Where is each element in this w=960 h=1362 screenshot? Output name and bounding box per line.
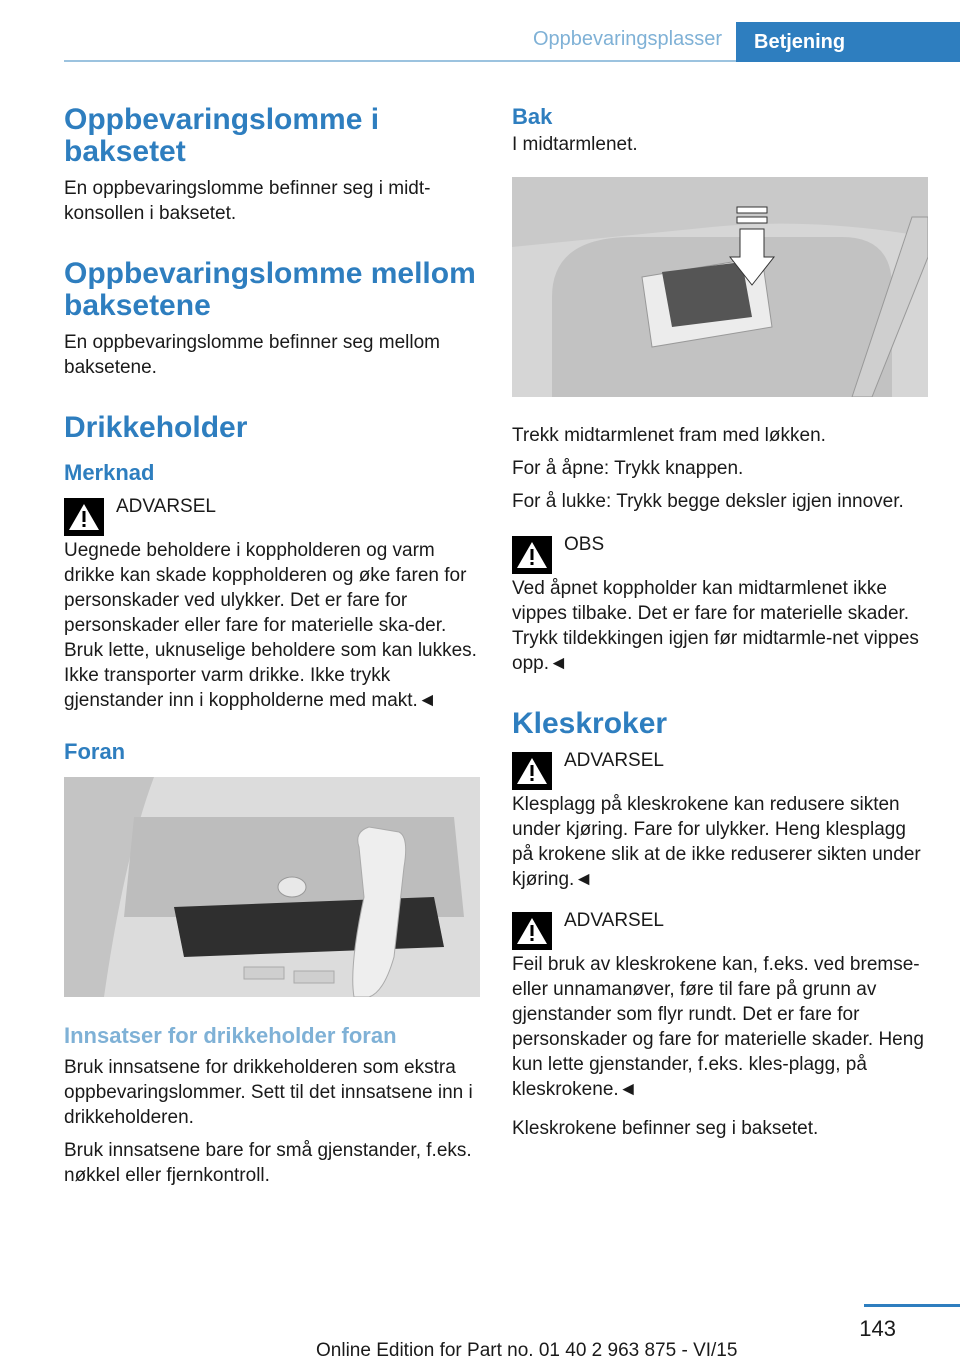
heading-front: Foran: [64, 739, 126, 764]
text-hooks-location: Kleskrokene befinner seg i baksetet.: [512, 1118, 819, 1139]
footer-edition: Online Edition for Part no. 01 40 2 963 875 - VI/15: [316, 1340, 738, 1361]
warning-text-cupholder: Uegnede beholdere i koppholderen og varm drikke kan skade koppholderen og øke faren for personskader ved ulykker. Det er fare for personskader eller fare for materielle ska-der. Bruk lette, uknuselige beholdere som kan lukkes. Ikke transporter varm drikke. Ikke trykk gjenstander inn i koppholderne med makt.◄: [64, 540, 477, 711]
front-cupholder-image: [64, 777, 480, 997]
rear-armrest-image: [512, 177, 928, 397]
text-back-seat-pocket: En oppbevaringslomme befinner seg i midt-konsollen i baksetet.: [64, 178, 431, 224]
text-close: For å lukke: Trykk begge deksler igjen innover.: [512, 491, 904, 512]
text-inserts-1: Bruk innsatsene for drikkeholderen som ekstra oppbevaringslommer. Sett til det innsatsene inn i drikkeholderen.: [64, 1057, 473, 1128]
page-number: 143: [859, 1316, 896, 1341]
warning-label: ADVARSEL: [564, 910, 664, 931]
right-column: [512, 104, 928, 1149]
warning-hooks-2: [512, 908, 928, 948]
warning-text-hooks-2: Feil bruk av kleskrokene kan, f.eks. ved bremse- eller unnamanøver, føre til fare på grunn av gjenstander som flyr rundt. Det er fare for personskader og fare for materielle skader. Heng kun lette gjenstander, f.eks. kles-plagg, på kleskrokene.◄: [512, 954, 924, 1100]
heading-coat-hooks: Kleskroker: [512, 707, 668, 740]
page-number-rule: [864, 1304, 960, 1307]
heading-cupholder-inserts: Innsatser for drikkeholder foran: [64, 1023, 397, 1048]
warning-icon: [512, 912, 552, 950]
text-between-seats-pocket: En oppbevaringslomme befinner seg mellom baksetene.: [64, 332, 440, 378]
heading-note: Merknad: [64, 460, 155, 485]
heading-between-seats-pocket: Oppbevaringslomme mellom baksetene: [64, 257, 476, 322]
notice-label: OBS: [564, 534, 605, 555]
text-inserts-2: Bruk innsatsene bare for små gjenstander, f.eks. nøkkel eller fjernkontroll.: [64, 1140, 472, 1186]
header-section: Oppbevaringsplasser: [533, 28, 722, 50]
warning-cupholder: [64, 494, 480, 534]
warning-text-hooks-1: Klesplagg på kleskrokene kan redusere sikten under kjøring. Fare for ulykker. Heng klesplagg på krokene slik at de ikke reduserer sikten under kjøring.◄: [512, 794, 921, 890]
heading-back-seat-pocket: Oppbevaringslomme i baksetet: [64, 103, 380, 168]
notice-text-armrest: Ved åpnet koppholder kan midtarmlenet ikke vippes tilbake. Det er fare for materielle skader. Trykk tildekkingen igjen før midtarmle-net vippes opp.◄: [512, 578, 919, 674]
warning-icon: [64, 498, 104, 536]
text-pull-armrest: Trekk midtarmlenet fram med løkken.: [512, 425, 826, 446]
warning-hooks-1: [512, 748, 928, 788]
heading-cupholder: Drikkeholder: [64, 411, 248, 444]
header-tab: Betjening: [736, 22, 960, 62]
heading-back: Bak: [512, 104, 553, 129]
warning-label: ADVARSEL: [116, 496, 216, 517]
text-open: For å åpne: Trykk knappen.: [512, 458, 744, 479]
left-column: [64, 104, 480, 1196]
warning-icon: [512, 536, 552, 574]
notice-armrest: [512, 532, 928, 572]
text-back: I midtarmlenet.: [512, 134, 638, 155]
warning-icon: [512, 752, 552, 790]
warning-label: ADVARSEL: [564, 750, 664, 771]
